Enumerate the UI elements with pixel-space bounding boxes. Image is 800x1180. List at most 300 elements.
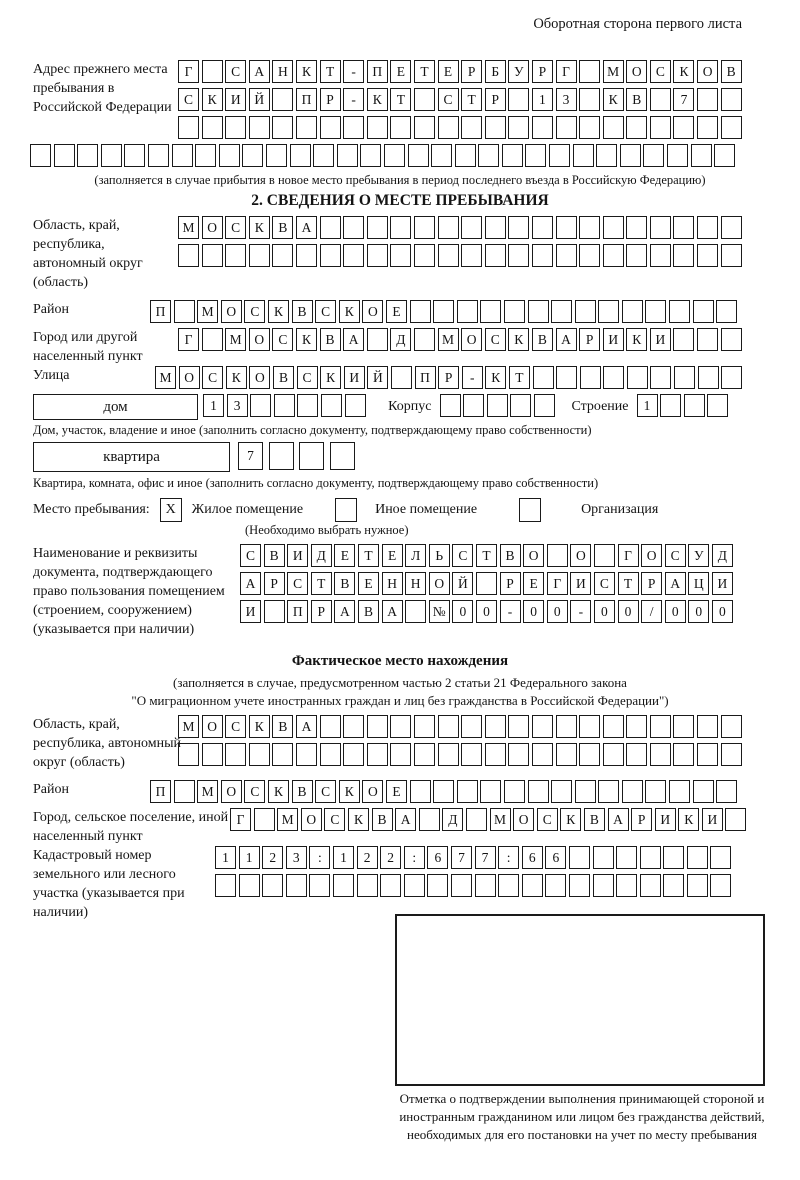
char-cell: О bbox=[697, 60, 718, 83]
char-cell bbox=[551, 300, 572, 323]
char-cell bbox=[343, 216, 364, 239]
char-cell bbox=[172, 144, 193, 167]
char-cell bbox=[343, 244, 364, 267]
char-cell: Г bbox=[178, 60, 199, 83]
char-cell bbox=[626, 216, 647, 239]
char-cell bbox=[461, 743, 482, 766]
char-cell bbox=[573, 144, 594, 167]
region-block bbox=[33, 216, 800, 292]
char-cell: П bbox=[287, 600, 308, 623]
char-cell: С bbox=[240, 544, 261, 567]
stroenie-cells bbox=[637, 394, 731, 417]
prev-address-row-3 bbox=[178, 116, 744, 139]
char-cell bbox=[697, 328, 718, 351]
char-cell bbox=[622, 300, 643, 323]
cadastre-block bbox=[33, 846, 800, 920]
char-cell bbox=[508, 216, 529, 239]
char-cell: 7 bbox=[475, 846, 496, 869]
char-cell bbox=[697, 715, 718, 738]
char-cell bbox=[343, 743, 364, 766]
char-cell: 0 bbox=[476, 600, 497, 623]
actual-location-note2: "О миграционном учете иностранных граждан и лиц без гражданства в Российской Федерации") bbox=[131, 692, 669, 708]
char-cell bbox=[510, 394, 531, 417]
actual-city-label: Город, сельское поселение, иной населенный пункт bbox=[33, 810, 229, 844]
char-cell bbox=[663, 874, 684, 897]
char-cell bbox=[390, 244, 411, 267]
char-cell: В bbox=[292, 780, 313, 803]
char-cell: Р bbox=[641, 572, 662, 595]
char-cell: 7 bbox=[451, 846, 472, 869]
char-cell: 1 bbox=[215, 846, 236, 869]
char-cell bbox=[485, 116, 506, 139]
char-cell: К bbox=[673, 60, 694, 83]
char-cell: А bbox=[334, 600, 355, 623]
char-cell bbox=[239, 874, 260, 897]
char-cell bbox=[626, 116, 647, 139]
char-cell: О bbox=[429, 572, 450, 595]
char-cell bbox=[466, 808, 487, 831]
char-cell: 0 bbox=[523, 600, 544, 623]
char-cell bbox=[30, 144, 51, 167]
char-cell bbox=[673, 715, 694, 738]
char-cell bbox=[579, 244, 600, 267]
house-cells bbox=[203, 394, 368, 417]
char-cell bbox=[504, 780, 525, 803]
char-cell bbox=[457, 300, 478, 323]
char-cell bbox=[367, 244, 388, 267]
char-cell: В bbox=[272, 715, 293, 738]
char-cell bbox=[508, 116, 529, 139]
char-cell bbox=[410, 780, 431, 803]
char-cell bbox=[603, 743, 624, 766]
char-cell: Р bbox=[500, 572, 521, 595]
char-cell bbox=[438, 743, 459, 766]
char-cell: О bbox=[523, 544, 544, 567]
char-cell bbox=[414, 328, 435, 351]
char-cell bbox=[673, 328, 694, 351]
char-cell: П bbox=[150, 780, 171, 803]
region-row-1 bbox=[178, 216, 744, 239]
doc-label: Наименование и реквизиты документа, подтверждающего право пользования помещением (строением, сооружением) (указывается при наличии) bbox=[33, 546, 225, 637]
actual-region-label: Область, край, республика, автономный округ (область) bbox=[33, 717, 182, 770]
char-cell bbox=[390, 715, 411, 738]
char-cell: - bbox=[343, 88, 364, 111]
char-cell bbox=[178, 743, 199, 766]
char-cell: 3 bbox=[286, 846, 307, 869]
char-cell: К bbox=[339, 300, 360, 323]
stamp-caption: Отметка о подтверждении выполнения принимающей стороной и иностранным гражданином или лицом без гражданства действий, необходимых для его постановки на учет по месту пребывания bbox=[399, 1091, 765, 1142]
char-cell bbox=[337, 144, 358, 167]
char-cell: А bbox=[249, 60, 270, 83]
char-cell bbox=[721, 216, 742, 239]
char-cell bbox=[603, 244, 624, 267]
char-cell bbox=[532, 715, 553, 738]
char-cell bbox=[673, 743, 694, 766]
place-type-row bbox=[33, 498, 800, 522]
char-cell: Т bbox=[390, 88, 411, 111]
char-cell bbox=[384, 144, 405, 167]
char-cell bbox=[480, 300, 501, 323]
char-cell bbox=[405, 600, 426, 623]
char-cell bbox=[101, 144, 122, 167]
char-cell bbox=[693, 300, 714, 323]
char-cell: К bbox=[320, 366, 341, 389]
char-cell bbox=[286, 874, 307, 897]
char-cell: М bbox=[490, 808, 511, 831]
char-cell bbox=[320, 743, 341, 766]
char-cell bbox=[309, 874, 330, 897]
char-cell bbox=[225, 116, 246, 139]
char-cell: К bbox=[249, 715, 270, 738]
char-cell bbox=[532, 244, 553, 267]
char-cell bbox=[569, 846, 590, 869]
char-cell: С bbox=[485, 328, 506, 351]
city-label: Город или другой населенный пункт bbox=[33, 330, 143, 364]
char-cell: Й bbox=[249, 88, 270, 111]
char-cell: Б bbox=[485, 60, 506, 83]
street-block bbox=[33, 366, 800, 394]
actual-city-block bbox=[33, 808, 800, 846]
char-cell: С bbox=[225, 60, 246, 83]
char-cell bbox=[687, 874, 708, 897]
char-cell: К bbox=[560, 808, 581, 831]
char-cell: С bbox=[537, 808, 558, 831]
char-cell bbox=[202, 60, 223, 83]
char-cell: А bbox=[665, 572, 686, 595]
char-cell bbox=[532, 216, 553, 239]
char-cell bbox=[673, 216, 694, 239]
prev-address-rows bbox=[178, 60, 744, 144]
char-cell bbox=[408, 144, 429, 167]
cadastre-row-1 bbox=[215, 846, 734, 869]
char-cell bbox=[556, 715, 577, 738]
char-cell bbox=[249, 244, 270, 267]
prev-address-row-1 bbox=[178, 60, 744, 83]
char-cell bbox=[440, 394, 461, 417]
char-cell bbox=[225, 743, 246, 766]
char-cell: - bbox=[500, 600, 521, 623]
city-row bbox=[178, 328, 744, 351]
prev-address-block bbox=[33, 60, 800, 144]
char-cell bbox=[716, 780, 737, 803]
char-cell: Р bbox=[264, 572, 285, 595]
actual-location-note1: (заполняется в случае, предусмотренном частью 2 статьи 21 Федерального закона bbox=[173, 675, 627, 690]
char-cell: С bbox=[438, 88, 459, 111]
char-cell: Е bbox=[386, 780, 407, 803]
char-cell: С bbox=[665, 544, 686, 567]
option-organization-label: Организация bbox=[581, 502, 659, 517]
char-cell: 6 bbox=[545, 846, 566, 869]
char-cell: С bbox=[650, 60, 671, 83]
cadastre-label: Кадастровый номер земельного или лесного участка (указывается при наличии) bbox=[33, 848, 185, 920]
char-cell: 3 bbox=[556, 88, 577, 111]
char-cell bbox=[698, 366, 719, 389]
char-cell bbox=[367, 715, 388, 738]
option-dwelling-label: Жилое помещение bbox=[191, 502, 304, 517]
char-cell: Р bbox=[320, 88, 341, 111]
char-cell: Р bbox=[461, 60, 482, 83]
char-cell bbox=[620, 144, 641, 167]
char-cell: Н bbox=[272, 60, 293, 83]
char-cell bbox=[645, 780, 666, 803]
char-cell bbox=[721, 88, 742, 111]
char-cell: В bbox=[721, 60, 742, 83]
district-label: Район bbox=[33, 302, 69, 317]
char-cell: С bbox=[452, 544, 473, 567]
char-cell: 2 bbox=[380, 846, 401, 869]
char-cell bbox=[710, 874, 731, 897]
char-cell: А bbox=[382, 600, 403, 623]
char-cell bbox=[525, 144, 546, 167]
char-cell: С bbox=[297, 366, 318, 389]
char-cell bbox=[697, 116, 718, 139]
char-cell bbox=[697, 88, 718, 111]
char-cell bbox=[367, 116, 388, 139]
house-row bbox=[33, 394, 800, 422]
char-cell bbox=[313, 144, 334, 167]
char-cell: 0 bbox=[688, 600, 709, 623]
char-cell: / bbox=[641, 600, 662, 623]
char-cell bbox=[714, 144, 735, 167]
char-cell bbox=[485, 715, 506, 738]
char-cell: К bbox=[508, 328, 529, 351]
char-cell bbox=[579, 116, 600, 139]
confirmation-stamp-box bbox=[395, 914, 765, 1086]
char-cell: И bbox=[603, 328, 624, 351]
char-cell bbox=[367, 328, 388, 351]
char-cell bbox=[433, 300, 454, 323]
char-cell bbox=[321, 394, 342, 417]
char-cell: Г bbox=[178, 328, 199, 351]
district-block bbox=[33, 300, 800, 328]
char-cell bbox=[475, 874, 496, 897]
doc-row-1 bbox=[240, 544, 735, 567]
char-cell: Н bbox=[382, 572, 403, 595]
region-label: Область, край, республика, автономный округ (область) bbox=[33, 218, 143, 290]
char-cell: О bbox=[570, 544, 591, 567]
char-cell: Р bbox=[438, 366, 459, 389]
char-cell: Е bbox=[382, 544, 403, 567]
char-cell: 2 bbox=[357, 846, 378, 869]
char-cell: О bbox=[179, 366, 200, 389]
option-other-premise-label: Иное помещение bbox=[375, 502, 478, 517]
char-cell bbox=[242, 144, 263, 167]
char-cell: 0 bbox=[594, 600, 615, 623]
char-cell bbox=[202, 116, 223, 139]
char-cell bbox=[478, 144, 499, 167]
char-cell bbox=[603, 216, 624, 239]
char-cell: О bbox=[221, 300, 242, 323]
char-cell: И bbox=[240, 600, 261, 623]
checkbox-organization bbox=[519, 498, 541, 522]
char-cell bbox=[593, 874, 614, 897]
char-cell bbox=[343, 116, 364, 139]
house-note: Дом, участок, владение и иное (заполнить согласно документу, подтверждающему право собственности) bbox=[33, 423, 592, 437]
char-cell: Г bbox=[618, 544, 639, 567]
char-cell: К bbox=[485, 366, 506, 389]
char-cell bbox=[697, 244, 718, 267]
char-cell bbox=[390, 743, 411, 766]
char-cell: О bbox=[461, 328, 482, 351]
char-cell bbox=[580, 366, 601, 389]
apartment-row bbox=[33, 442, 800, 475]
checkbox-dwelling: X bbox=[160, 498, 182, 522]
char-cell bbox=[528, 300, 549, 323]
char-cell: К bbox=[348, 808, 369, 831]
char-cell: К bbox=[339, 780, 360, 803]
char-cell: М bbox=[225, 328, 246, 351]
char-cell bbox=[673, 116, 694, 139]
char-cell bbox=[254, 808, 275, 831]
char-cell: М bbox=[438, 328, 459, 351]
char-cell bbox=[502, 144, 523, 167]
char-cell bbox=[433, 780, 454, 803]
section2-title: 2. СВЕДЕНИЯ О МЕСТЕ ПРЕБЫВАНИЯ bbox=[251, 192, 549, 209]
char-cell bbox=[598, 780, 619, 803]
char-cell bbox=[357, 874, 378, 897]
char-cell: Т bbox=[358, 544, 379, 567]
street-row bbox=[155, 366, 745, 389]
backside-note: Оборотная сторона первого листа bbox=[533, 16, 742, 32]
char-cell bbox=[669, 780, 690, 803]
char-cell bbox=[272, 88, 293, 111]
char-cell: 1 bbox=[333, 846, 354, 869]
char-cell bbox=[345, 394, 366, 417]
doc-row-3 bbox=[240, 600, 735, 623]
char-cell: Г bbox=[556, 60, 577, 83]
char-cell: 7 bbox=[238, 442, 263, 470]
char-cell bbox=[455, 144, 476, 167]
char-cell: Е bbox=[523, 572, 544, 595]
char-cell bbox=[249, 116, 270, 139]
actual-location-title: Фактическое место нахождения bbox=[291, 653, 509, 669]
korpus-cells bbox=[440, 394, 558, 417]
char-cell bbox=[721, 244, 742, 267]
char-cell bbox=[650, 743, 671, 766]
char-cell bbox=[485, 244, 506, 267]
char-cell: С bbox=[225, 216, 246, 239]
char-cell: А bbox=[608, 808, 629, 831]
char-cell bbox=[367, 216, 388, 239]
char-cell bbox=[174, 300, 195, 323]
char-cell bbox=[532, 116, 553, 139]
char-cell bbox=[367, 743, 388, 766]
apartment-cells bbox=[238, 442, 360, 470]
char-cell bbox=[579, 216, 600, 239]
char-cell bbox=[451, 874, 472, 897]
char-cell bbox=[603, 116, 624, 139]
char-cell bbox=[721, 116, 742, 139]
char-cell bbox=[684, 394, 705, 417]
char-cell bbox=[640, 874, 661, 897]
char-cell: К bbox=[268, 780, 289, 803]
char-cell: Т bbox=[476, 544, 497, 567]
char-cell bbox=[414, 743, 435, 766]
char-cell: О bbox=[626, 60, 647, 83]
char-cell: Е bbox=[334, 544, 355, 567]
char-cell: К bbox=[626, 328, 647, 351]
char-cell bbox=[579, 60, 600, 83]
char-cell bbox=[461, 715, 482, 738]
char-cell: № bbox=[429, 600, 450, 623]
prev-address-label: Адрес прежнего места пребывания в Российской Федерации bbox=[33, 62, 172, 115]
char-cell bbox=[320, 116, 341, 139]
char-cell: : bbox=[404, 846, 425, 869]
char-cell: С bbox=[315, 300, 336, 323]
char-cell: 0 bbox=[618, 600, 639, 623]
region-rows bbox=[178, 216, 744, 272]
char-cell: М bbox=[155, 366, 176, 389]
char-cell: 0 bbox=[665, 600, 686, 623]
char-cell bbox=[522, 874, 543, 897]
char-cell bbox=[480, 780, 501, 803]
char-cell: К bbox=[268, 300, 289, 323]
char-cell bbox=[249, 743, 270, 766]
char-cell: В bbox=[500, 544, 521, 567]
char-cell: У bbox=[688, 544, 709, 567]
char-cell: Р bbox=[311, 600, 332, 623]
char-cell bbox=[438, 715, 459, 738]
char-cell bbox=[269, 442, 294, 470]
char-cell: М bbox=[197, 780, 218, 803]
char-cell bbox=[272, 743, 293, 766]
char-cell bbox=[626, 244, 647, 267]
char-cell bbox=[508, 743, 529, 766]
prev-address-row-4 bbox=[30, 144, 800, 167]
char-cell: С bbox=[225, 715, 246, 738]
char-cell bbox=[528, 780, 549, 803]
doc-row-2 bbox=[240, 572, 735, 595]
char-cell bbox=[438, 244, 459, 267]
char-cell: Е bbox=[390, 60, 411, 83]
char-cell bbox=[320, 244, 341, 267]
char-cell: В bbox=[358, 600, 379, 623]
char-cell bbox=[556, 244, 577, 267]
char-cell: Й bbox=[452, 572, 473, 595]
actual-district-label: Район bbox=[33, 782, 69, 797]
actual-region-row-2 bbox=[178, 743, 744, 766]
char-cell: Т bbox=[311, 572, 332, 595]
char-cell: : bbox=[309, 846, 330, 869]
char-cell: Е bbox=[358, 572, 379, 595]
char-cell: В bbox=[320, 328, 341, 351]
char-cell: Р bbox=[631, 808, 652, 831]
actual-region-rows bbox=[178, 715, 744, 771]
char-cell bbox=[380, 874, 401, 897]
char-cell: - bbox=[462, 366, 483, 389]
char-cell: С bbox=[244, 300, 265, 323]
char-cell: В bbox=[273, 366, 294, 389]
char-cell bbox=[643, 144, 664, 167]
char-cell bbox=[427, 874, 448, 897]
char-cell bbox=[476, 572, 497, 595]
char-cell: О bbox=[249, 366, 270, 389]
char-cell: К bbox=[296, 328, 317, 351]
char-cell: Ь bbox=[429, 544, 450, 567]
char-cell bbox=[178, 116, 199, 139]
place-type-note: (Необходимо выбрать нужное) bbox=[245, 523, 409, 537]
char-cell: С bbox=[202, 366, 223, 389]
char-cell: - bbox=[570, 600, 591, 623]
char-cell bbox=[721, 366, 742, 389]
actual-city-row bbox=[230, 808, 749, 831]
place-type-label: Место пребывания: bbox=[33, 502, 150, 517]
prev-address-row-2 bbox=[178, 88, 744, 111]
char-cell: Р bbox=[485, 88, 506, 111]
district-row bbox=[150, 300, 740, 323]
street-label: Улица bbox=[33, 368, 70, 383]
char-cell: 7 bbox=[673, 88, 694, 111]
